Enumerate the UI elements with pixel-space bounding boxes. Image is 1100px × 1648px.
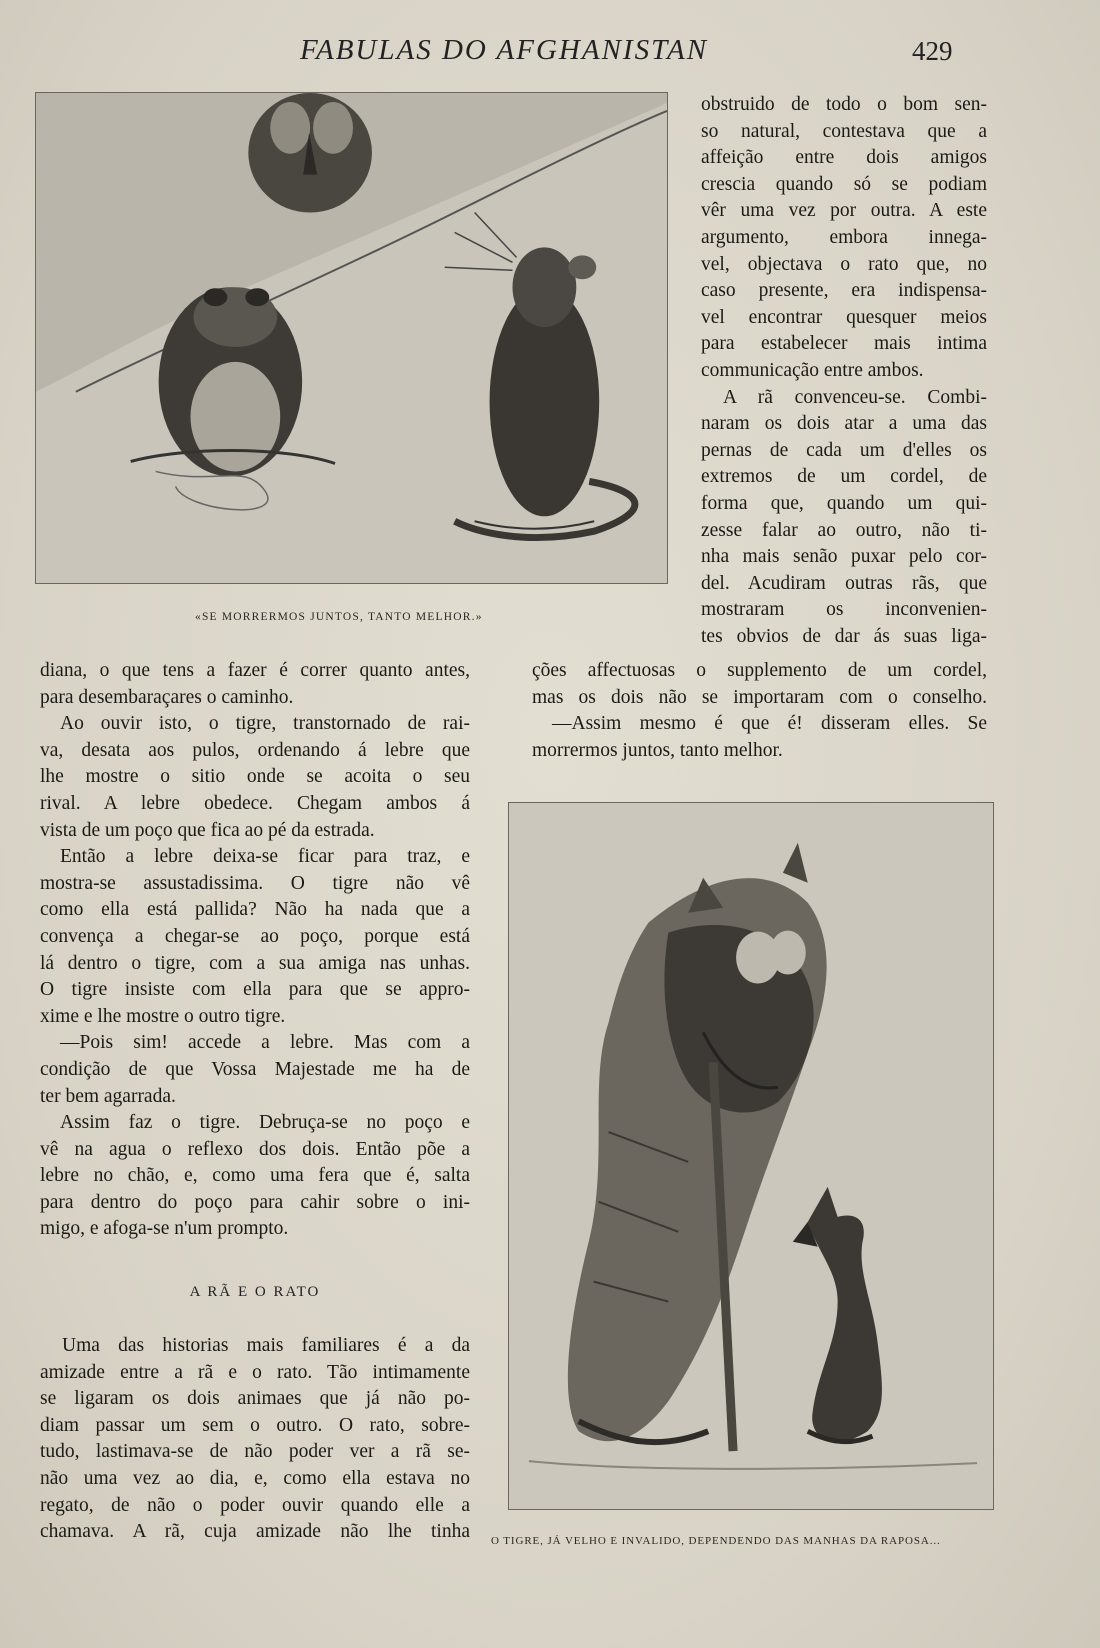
- text-line: Ao ouvir isto, o tigre, transtornado de rai-: [60, 713, 470, 735]
- text-line: para estabelecer mais intima: [701, 333, 987, 355]
- text-line: ções affectuosas o supplemento de um cordel,: [532, 660, 987, 681]
- text-line: argumento, embora innega-: [701, 226, 987, 248]
- text-line: va, desata aos pulos, ordenando á lebre que: [40, 739, 470, 761]
- text-line: morrermos juntos, tanto melhor.: [532, 739, 783, 761]
- text-line: diana, o que tens a fazer é correr quanto antes,: [40, 660, 470, 681]
- section-heading: A RÃ E O RATO: [189, 1284, 321, 1300]
- text-line: se ligaram os dois animaes que já não po-: [40, 1388, 470, 1410]
- text-line: vel, objectava o rato que, no: [701, 253, 987, 275]
- text-line: O tigre insiste com ella para que se appro-: [40, 979, 470, 1001]
- illustration-frog-and-rat: [35, 92, 668, 584]
- text-line: naram os dois atar a uma das: [701, 413, 987, 435]
- text-line: vê na agua o reflexo dos dois. Então põe a: [40, 1138, 470, 1160]
- text-line: Assim faz o tigre. Debruça-se no poço e: [60, 1112, 470, 1134]
- text-line: convença a chegar-se ao poço, porque está: [40, 925, 470, 947]
- illustration-tiger-and-fox: [508, 802, 994, 1510]
- text-line: amizade entre a rã e o rato. Tão intimamente: [40, 1361, 470, 1383]
- text-line: lhe mostre o sitio onde se acoita o seu: [40, 766, 470, 788]
- text-line: regato, de não o poder ouvir quando elle a: [40, 1494, 470, 1516]
- text-line: crescia quando só se podiam: [701, 173, 987, 195]
- text-line: xime e lhe mostre o outro tigre.: [40, 1005, 286, 1027]
- text-line: obstruido de todo o bom sen-: [701, 94, 987, 115]
- text-line: lebre no chão, e, como uma fera que é, salta: [40, 1165, 470, 1187]
- text-line: —Assim mesmo é que é! disseram elles. Se: [552, 713, 987, 735]
- text-line: communicação entre ambos.: [701, 359, 924, 381]
- left-column-lower: [40, 1333, 470, 1546]
- text-line: como ella está pallida? Não ha nada que a: [40, 899, 470, 921]
- text-line: A rã convenceu-se. Combi-: [723, 386, 987, 408]
- right-column-wide: [532, 658, 987, 764]
- page-number: 429: [912, 36, 953, 66]
- text-line: mostraram os inconvenien-: [701, 599, 987, 621]
- text-line: del. Acudiram outras rãs, que: [701, 572, 987, 594]
- text-line: condição de que Vossa Majestade me ha de: [40, 1058, 470, 1080]
- text-line: migo, e afoga-se n'um prompto.: [40, 1218, 289, 1240]
- text-line: tudo, lastimava-se de não poder ver a rã se-: [40, 1441, 470, 1463]
- text-line: caso presente, era indispensa-: [701, 280, 987, 302]
- text-line: Uma das historias mais familiares é a da: [62, 1335, 470, 1356]
- text-line: ter bem agarrada.: [40, 1085, 176, 1107]
- running-head: [0, 30, 1100, 70]
- text-line: vêr uma vez por outra. A este: [701, 200, 987, 222]
- text-line: mas os dois não se importaram com o conselho.: [532, 686, 987, 708]
- text-line: —Pois sim! accede a lebre. Mas com a: [60, 1032, 470, 1054]
- text-line: extremos de um cordel, de: [701, 466, 987, 488]
- text-line: nha mais senão puxar pelo cor-: [701, 546, 987, 568]
- text-line: tes obvios de dar ás suas liga-: [701, 625, 987, 647]
- text-line: para desembaraçares o caminho.: [40, 686, 294, 708]
- caption-bottom-illustration: O TIGRE, JÁ VELHO E INVALIDO, DEPENDENDO DAS MANHAS DA RAPOSA...: [491, 1535, 941, 1547]
- text-line: não uma vez ao dia, e, como ella estava no: [40, 1467, 470, 1489]
- text-line: chamava. A rã, cuja amizade não lhe tinha: [40, 1521, 470, 1543]
- text-line: zesse falar ao outro, não ti-: [701, 519, 987, 541]
- text-line: pernas de cada um d'elles os: [701, 439, 987, 461]
- running-title: FABULAS DO AFGHANISTAN: [300, 34, 709, 66]
- text-line: affeição entre dois amigos: [701, 147, 987, 169]
- text-line: rival. A lebre obedece. Chegam ambos á: [40, 792, 470, 814]
- text-line: para dentro do poço para cahir sobre o ini-: [40, 1191, 470, 1213]
- right-column-upper: [701, 92, 987, 650]
- caption-top-illustration: «SE MORRERMOS JUNTOS, TANTO MELHOR.»: [195, 611, 483, 623]
- left-column-upper: [40, 658, 470, 1243]
- text-line: lá dentro o tigre, com a sua amiga nas unhas.: [40, 952, 470, 974]
- text-line: mostra-se assustadissima. O tigre não vê: [40, 872, 470, 894]
- text-line: vista de um poço que fica ao pé da estrada.: [40, 819, 375, 841]
- owl-figure: [248, 93, 372, 213]
- text-line: Então a lebre deixa-se ficar para traz, e: [60, 846, 470, 868]
- text-line: vel encontrar quesquer meios: [701, 306, 987, 328]
- text-line: so natural, contestava que a: [701, 120, 987, 142]
- text-line: forma que, quando um qui-: [701, 492, 987, 514]
- text-line: diam passar um sem o outro. O rato, sobre-: [40, 1414, 470, 1436]
